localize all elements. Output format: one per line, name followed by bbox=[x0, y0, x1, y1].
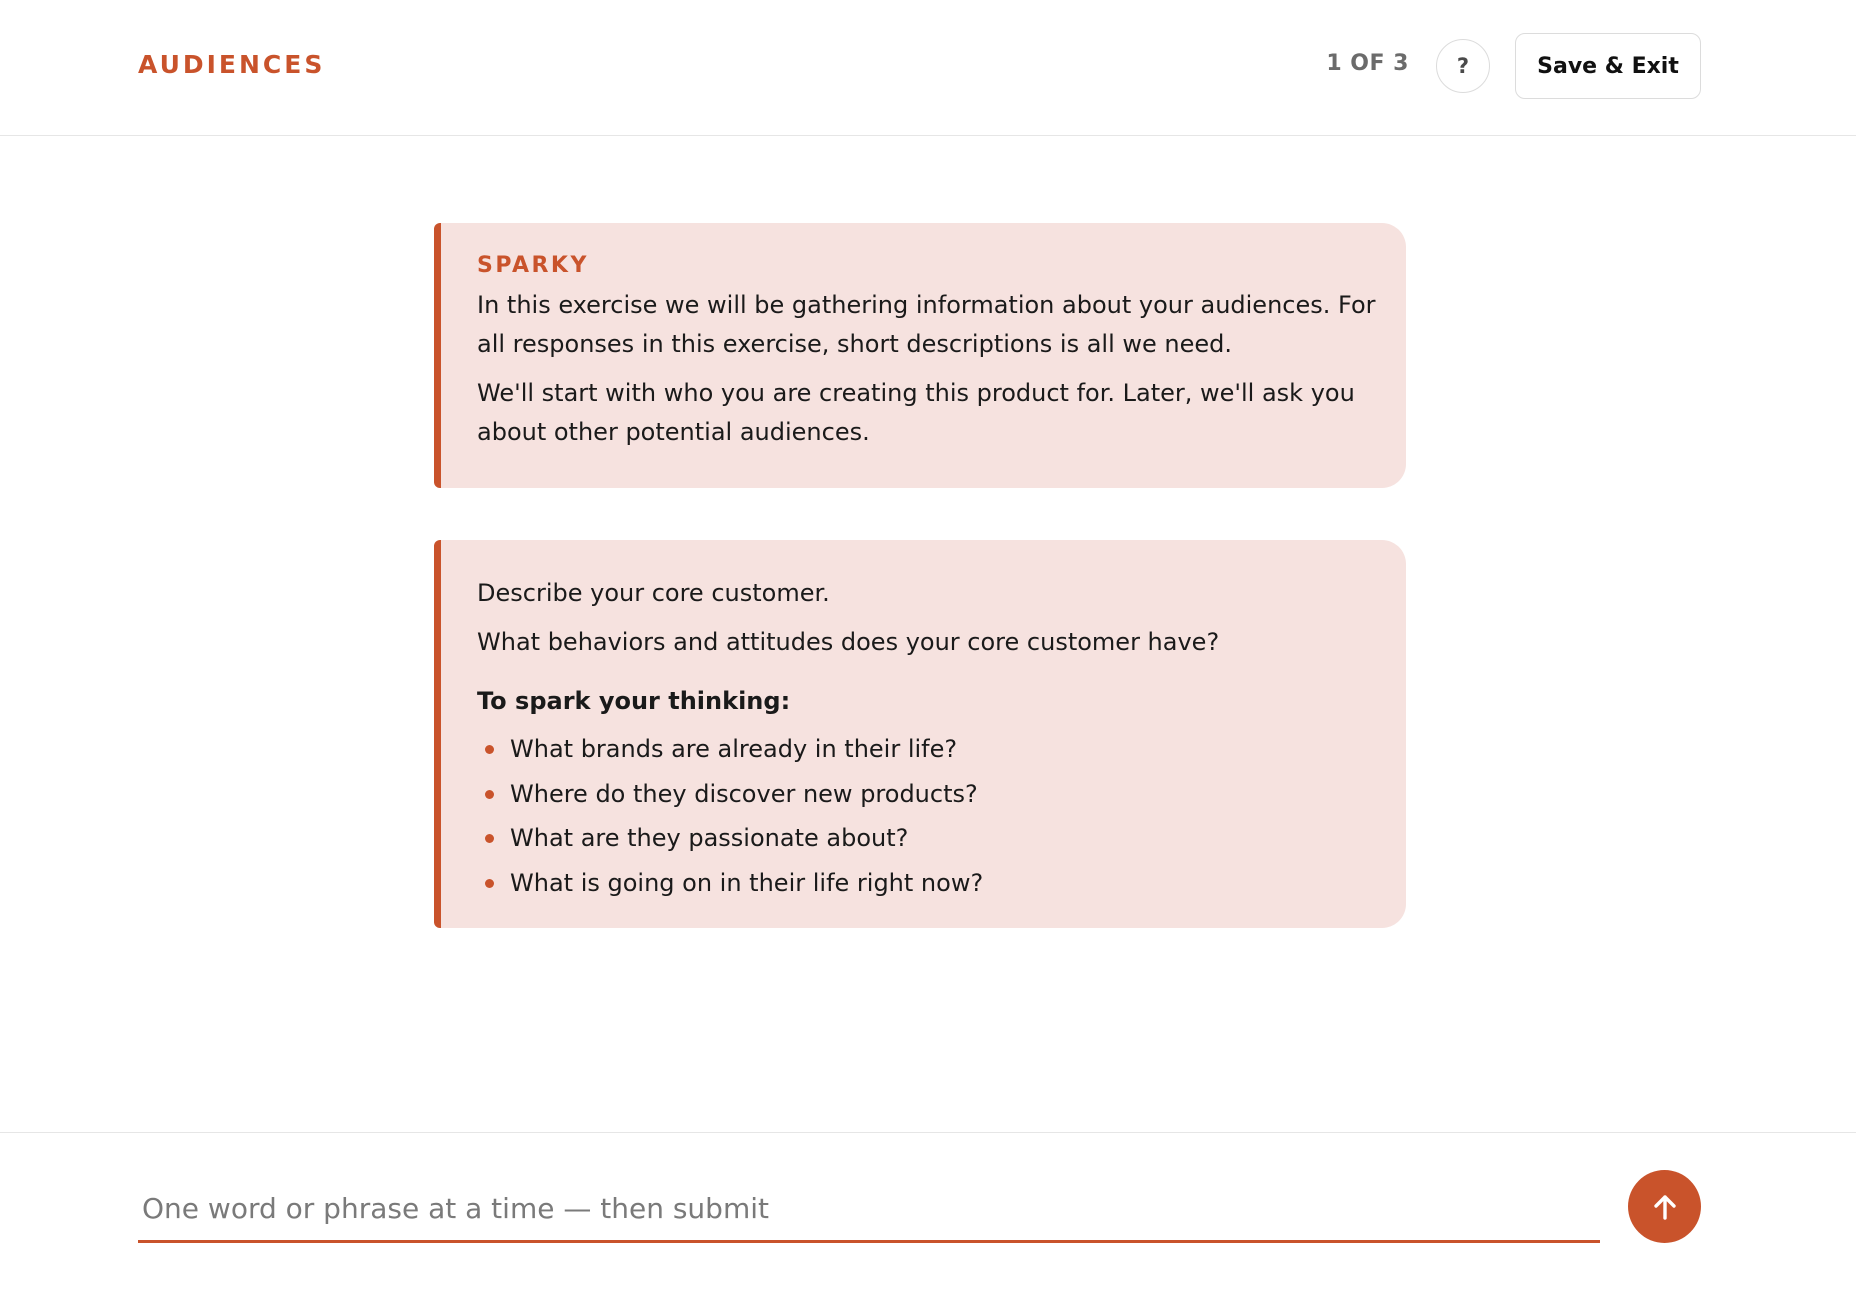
question-paragraph: What behaviors and attitudes does your core customer have? bbox=[477, 628, 1220, 656]
intro-paragraph: We'll start with who you are creating this product for. Later, we'll ask you about other potential audiences. bbox=[477, 379, 1355, 446]
top-bar bbox=[0, 0, 1856, 136]
submit-button[interactable] bbox=[1628, 1170, 1701, 1243]
list-item bbox=[477, 772, 1376, 817]
page-title: AUDIENCES bbox=[138, 50, 326, 79]
step-indicator: 1 OF 3 bbox=[1326, 51, 1409, 76]
bullet-icon bbox=[485, 745, 494, 754]
list-item bbox=[477, 816, 1376, 861]
list-item-text: What is going on in their life right now? bbox=[510, 868, 984, 897]
question-paragraph: Describe your core customer. bbox=[477, 579, 830, 607]
spark-heading: To spark your thinking: bbox=[477, 687, 791, 715]
answer-input[interactable] bbox=[138, 1177, 1600, 1243]
bullet-icon bbox=[485, 834, 494, 843]
list-item bbox=[477, 861, 1376, 906]
save-exit-button[interactable]: Save & Exit bbox=[1515, 33, 1701, 99]
list-item bbox=[477, 727, 1376, 772]
arrow-up-icon bbox=[1650, 1192, 1680, 1222]
intro-message-card bbox=[434, 223, 1406, 488]
answer-bar bbox=[0, 1132, 1856, 1312]
prompt-list bbox=[477, 727, 1376, 905]
sender-name: SPARKY bbox=[477, 253, 589, 278]
intro-paragraph: In this exercise we will be gathering information about your audiences. For all responses in this exercise, short descriptions is all we need. bbox=[477, 291, 1376, 358]
list-item-text: Where do they discover new products? bbox=[510, 779, 978, 808]
question-message-card bbox=[434, 540, 1406, 928]
list-item-text: What are they passionate about? bbox=[510, 824, 909, 852]
list-item-text: What brands are already in their life? bbox=[510, 735, 958, 763]
bullet-icon bbox=[485, 879, 494, 888]
bullet-icon bbox=[485, 790, 494, 799]
help-button[interactable]: ? bbox=[1436, 39, 1490, 93]
